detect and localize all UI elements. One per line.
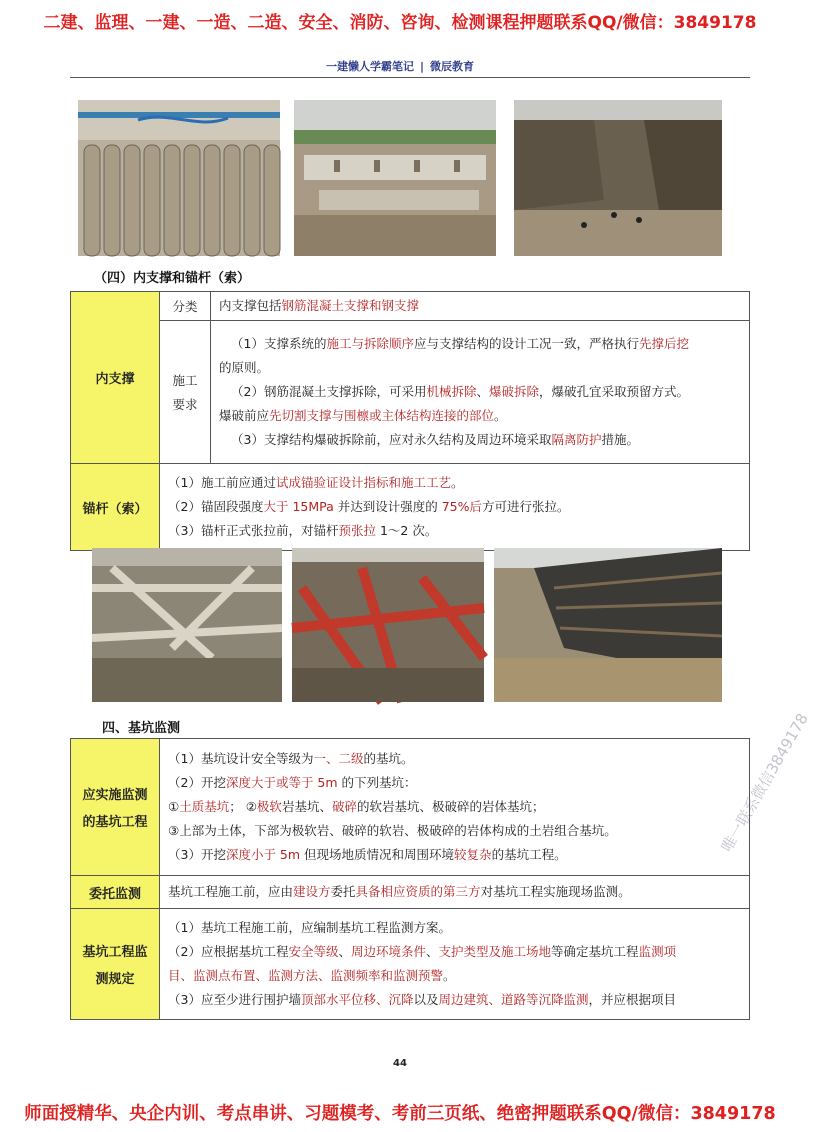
header-title: 一建懒人学霸笔记 <box>325 60 414 73</box>
table-row <box>71 739 750 876</box>
list-item-continued: 爆破前应先切割支撑与围檩或主体结构连接的部位。 <box>219 408 507 423</box>
category-commissioned-monitoring: 委托监测 <box>71 876 160 909</box>
photo-anchor-retaining-wall <box>494 548 722 702</box>
monitoring-rules-content <box>160 909 750 1020</box>
photo-soil-nail-wall <box>514 100 722 256</box>
category-required-monitoring: 应实施监测 的基坑工程 <box>71 739 160 876</box>
photo-concrete-struts <box>92 548 282 702</box>
header-rule <box>70 77 750 78</box>
list-item: （3）支撑结构爆破拆除前，应对永久结构及周边环境采取隔离防护措施。 <box>231 432 639 447</box>
header-divider: | <box>419 60 425 73</box>
list-item: （1）支撑系统的施工与拆除顺序应与支撑结构的设计工况一致，严格执行先撑后挖 <box>231 336 690 351</box>
section-title-support-anchor: （四）内支撑和锚杆（索） <box>94 271 251 286</box>
category-monitoring-rules: 基坑工程监 测规定 <box>71 909 160 1020</box>
category-internal-support: 内支撑 <box>71 292 160 464</box>
list-item: ③上部为土体，下部为极软岩、破碎的软岩、极破碎的岩体构成的土岩组合基坑。 <box>168 823 617 838</box>
list-item-continued: 的原则。 <box>219 360 270 375</box>
label-construction-requirements: 施工 要求 <box>160 321 211 464</box>
list-item-continued: 目、监测点布置、监测方法、监测频率和监测预警。 <box>168 968 456 983</box>
anchor-content <box>160 464 750 551</box>
page-number: 44 <box>393 1058 407 1069</box>
list-item: （2）开挖深度大于或等于 5m 的下列基坑： <box>168 775 417 790</box>
commissioned-monitoring-content: 基坑工程施工前，应由建设方委托具备相应资质的第三方对基坑工程实施现场监测。 <box>160 876 750 909</box>
label-classification: 分类 <box>160 292 211 321</box>
classification-content: 内支撑包括钢筋混凝土支撑和钢支撑 <box>211 292 750 321</box>
support-anchor-table <box>70 291 750 551</box>
required-monitoring-content <box>160 739 750 876</box>
bottom-ad-banner: 师面授精华、央企内训、考点串讲、习题模考、考前三页纸、绝密押题联系QQ/微信：3849178 <box>24 1104 776 1124</box>
photo-secant-pile-wall <box>78 100 280 256</box>
monitoring-table <box>70 738 750 1020</box>
list-item: （1）施工前应通过试成锚验证设计指标和施工工艺。 <box>168 475 464 490</box>
requirements-content <box>211 321 750 464</box>
page-header <box>0 58 800 74</box>
list-item: （3）应至少进行围护墙顶部水平位移、沉降以及周边建筑、道路等沉降监测，并应根据项目 <box>168 992 677 1007</box>
list-item: （3）锚杆正式张拉前，对锚杆预张拉 1～2 次。 <box>168 523 438 538</box>
photo-tiered-excavation <box>294 100 496 256</box>
list-item: （1）基坑设计安全等级为一、二级的基坑。 <box>168 751 414 766</box>
list-item: ①土质基坑； ②极软岩基坑、破碎的软岩基坑、极破碎的岩体基坑； <box>168 799 545 814</box>
table-row <box>71 876 750 909</box>
top-ad-banner: 二建、监理、一建、一造、二造、安全、消防、咨询、检测课程押题联系QQ/微信：3849178 <box>43 13 757 33</box>
highlight-text: 钢筋混凝土支撑和钢支撑 <box>281 298 420 313</box>
list-item: （1）基坑工程施工前，应编制基坑工程监测方案。 <box>168 920 451 935</box>
watermark-contact: 唯一联系微信3849178 <box>717 710 812 855</box>
header-brand: 微辰教育 <box>430 60 475 73</box>
list-item: （2）应根据基坑工程安全等级、周边环境条件、支护类型及施工场地等确定基坑工程监测项 <box>168 944 677 959</box>
table-row <box>71 464 750 551</box>
photo-steel-struts <box>292 548 484 702</box>
table-row <box>71 321 750 464</box>
list-item: （2）锚固段强度大于 15MPa 并达到设计强度的 75%后方可进行张拉。 <box>168 499 570 514</box>
table-row <box>71 909 750 1020</box>
section-title-monitoring: 四、基坑监测 <box>102 721 181 736</box>
list-item: （2）钢筋混凝土支撑拆除，可采用机械拆除、爆破拆除，爆破孔宜采取预留方式。 <box>231 384 690 399</box>
table-row <box>71 292 750 321</box>
list-item: （3）开挖深度小于 5m 但现场地质情况和周围环境较复杂的基坑工程。 <box>168 847 567 862</box>
category-anchor: 锚杆（索） <box>71 464 160 551</box>
